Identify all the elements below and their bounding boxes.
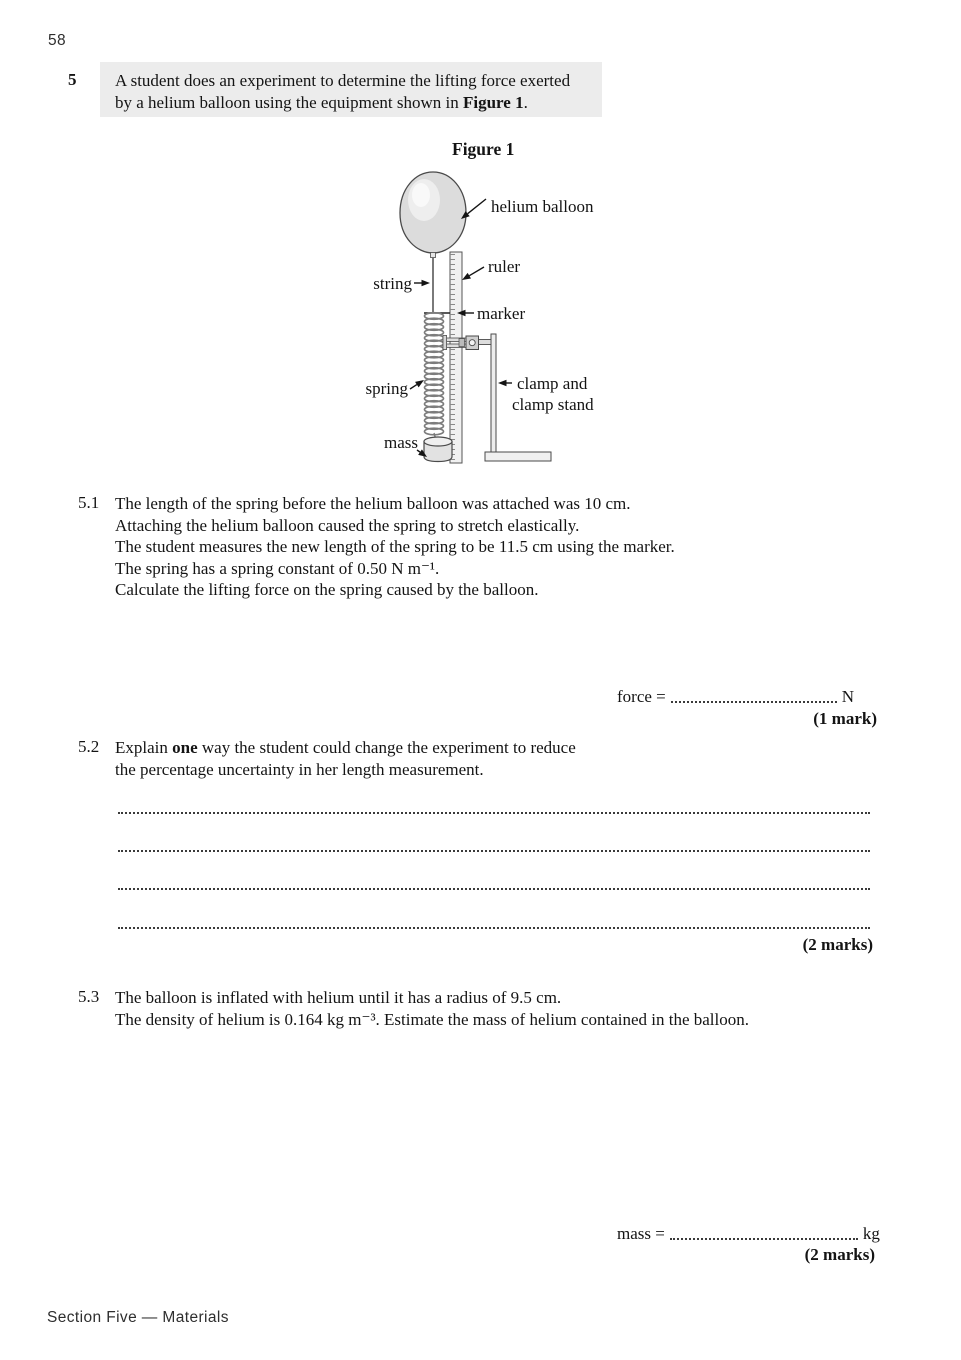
q51-line-1: The length of the spring before the helium balloon was attached was 10 cm.	[115, 494, 631, 513]
question-5-1-number: 5.1	[78, 493, 100, 512]
clamp-label-line1: clamp and	[517, 374, 588, 393]
force-answer-blank[interactable]	[671, 701, 837, 703]
answer-line-1[interactable]	[118, 812, 870, 814]
mass-label: mass	[384, 433, 418, 452]
q52-marks: (2 marks)	[802, 935, 873, 954]
mass-answer-row	[617, 1224, 880, 1244]
q51-line-3: The student measures the new length of the spring to be 11.5 cm using the marker.	[115, 537, 675, 556]
ruler-shape	[450, 252, 462, 463]
spring-shape	[425, 313, 444, 435]
q51-line-4: The spring has a spring constant of 0.50 N m⁻¹.	[115, 558, 440, 578]
question-5-1-text	[115, 493, 675, 601]
q52-bold-one: one	[172, 738, 198, 757]
question-5-2-number: 5.2	[78, 737, 100, 756]
q52-line-2: the percentage uncertainty in her length measurement.	[115, 759, 484, 779]
balloon-highlight-2	[412, 183, 430, 207]
q51-marks: (1 mark)	[813, 709, 877, 728]
answer-line-3[interactable]	[118, 888, 870, 890]
section-footer: Section Five — Materials	[47, 1309, 229, 1326]
clamp-bolt	[469, 340, 475, 346]
intro-line-2: by a helium balloon using the equipment shown in Figure 1.	[115, 92, 528, 112]
force-answer-row	[617, 687, 854, 707]
clamp-screw-head	[443, 336, 447, 350]
answer-line-2[interactable]	[118, 850, 870, 852]
mass-top	[424, 437, 452, 446]
q53-line-1: The balloon is inflated with helium until it has a radius of 9.5 cm.	[115, 988, 562, 1007]
question-5-2-text	[115, 737, 576, 780]
question-5-3-number: 5.3	[78, 987, 100, 1006]
question-5-3-text	[115, 987, 749, 1030]
figure-title: Figure 1	[452, 139, 515, 159]
figure-1-diagram	[340, 155, 630, 475]
q52-line-1: Explain one way the student could change the experiment to reduce	[115, 738, 576, 757]
clamp-label-line2: clamp stand	[512, 395, 594, 414]
clamp-arm	[478, 340, 491, 345]
answer-line-4[interactable]	[118, 927, 870, 929]
balloon-knot	[431, 253, 436, 258]
mass-answer-unit: kg	[862, 1224, 880, 1243]
stand-rod	[491, 334, 496, 455]
stand-base	[485, 452, 551, 461]
mass-answer-blank[interactable]	[670, 1238, 858, 1240]
marker-label: marker	[477, 304, 526, 323]
q53-line-2: The density of helium is 0.164 kg m⁻³. Estimate the mass of helium contained in the balloon.	[115, 1009, 749, 1029]
page-number: 58	[48, 32, 67, 49]
question-number: 5	[68, 70, 77, 89]
clamp-coupler	[459, 339, 465, 347]
intro-line-1: A student does an experiment to determine the lifting force exerted	[115, 71, 571, 90]
mass-answer-label: mass =	[617, 1224, 665, 1243]
q51-line-5: Calculate the lifting force on the spring caused by the balloon.	[115, 580, 539, 599]
ruler-label: ruler	[488, 257, 521, 276]
apparatus-drawing	[340, 155, 630, 475]
question-intro-text	[115, 70, 570, 113]
figure-reference: Figure 1	[463, 92, 524, 112]
q53-marks: (2 marks)	[804, 1245, 875, 1264]
force-answer-unit: N	[841, 687, 855, 706]
force-answer-label: force =	[617, 687, 666, 706]
string-label: string	[373, 274, 412, 293]
spring-label: spring	[365, 379, 408, 398]
q51-line-2: Attaching the helium balloon caused the spring to stretch elastically.	[115, 515, 580, 535]
helium-balloon-label: helium balloon	[491, 197, 594, 216]
